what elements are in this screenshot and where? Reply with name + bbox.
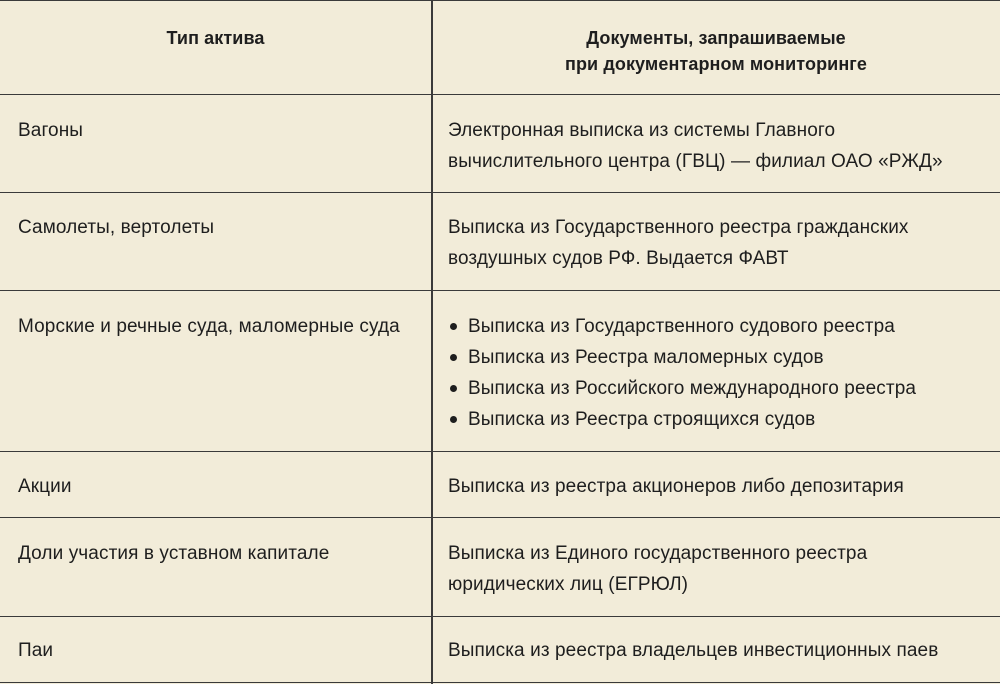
documents-cell: Выписка из реестра владельцев инвестиционных паев [448, 640, 939, 661]
bullet-icon [450, 354, 457, 361]
list-item: Выписка из Государственного судового реестра [448, 311, 988, 342]
list-item: Выписка из Реестра маломерных судов [448, 342, 988, 373]
asset-type-cell: Самолеты, вертолеты [18, 217, 215, 238]
documents-cell [448, 311, 988, 435]
documents-cell: Выписка из Государственного реестра гражданских воздушных судов РФ. Выдается ФАВТ [448, 217, 909, 269]
table-row [0, 193, 1000, 291]
asset-type-cell: Доли участия в уставном капитале [18, 543, 330, 564]
table-row [0, 94, 1000, 193]
asset-type-cell: Вагоны [18, 120, 84, 141]
table-row [0, 291, 1000, 452]
table-row [0, 452, 1000, 518]
asset-type-cell: Морские и речные суда, маломерные суда [18, 316, 400, 337]
table-row [0, 518, 1000, 617]
documents-bullet-list [448, 311, 988, 435]
bullet-icon [450, 416, 457, 423]
list-item: Выписка из Реестра строящихся судов [448, 404, 988, 435]
bullet-icon [450, 323, 457, 330]
documents-cell: Электронная выписка из системы Главного вычислительного центра (ГВЦ) — филиал ОАО «РЖД» [448, 120, 943, 172]
asset-type-cell: Акции [18, 476, 72, 497]
column-divider [431, 0, 433, 684]
asset-type-cell: Паи [18, 640, 54, 661]
documents-cell: Выписка из Единого государственного реестра юридических лиц (ЕГРЮЛ) [448, 543, 868, 595]
table-header [0, 0, 1000, 95]
header-asset-type: Тип актива [166, 28, 265, 48]
header-documents: Документы, запрашиваемые при документарном мониторинге [564, 28, 868, 74]
table-row [0, 617, 1000, 683]
list-item: Выписка из Российского международного реестра [448, 373, 988, 404]
bullet-icon [450, 385, 457, 392]
documents-cell: Выписка из реестра акционеров либо депозитария [448, 476, 904, 497]
